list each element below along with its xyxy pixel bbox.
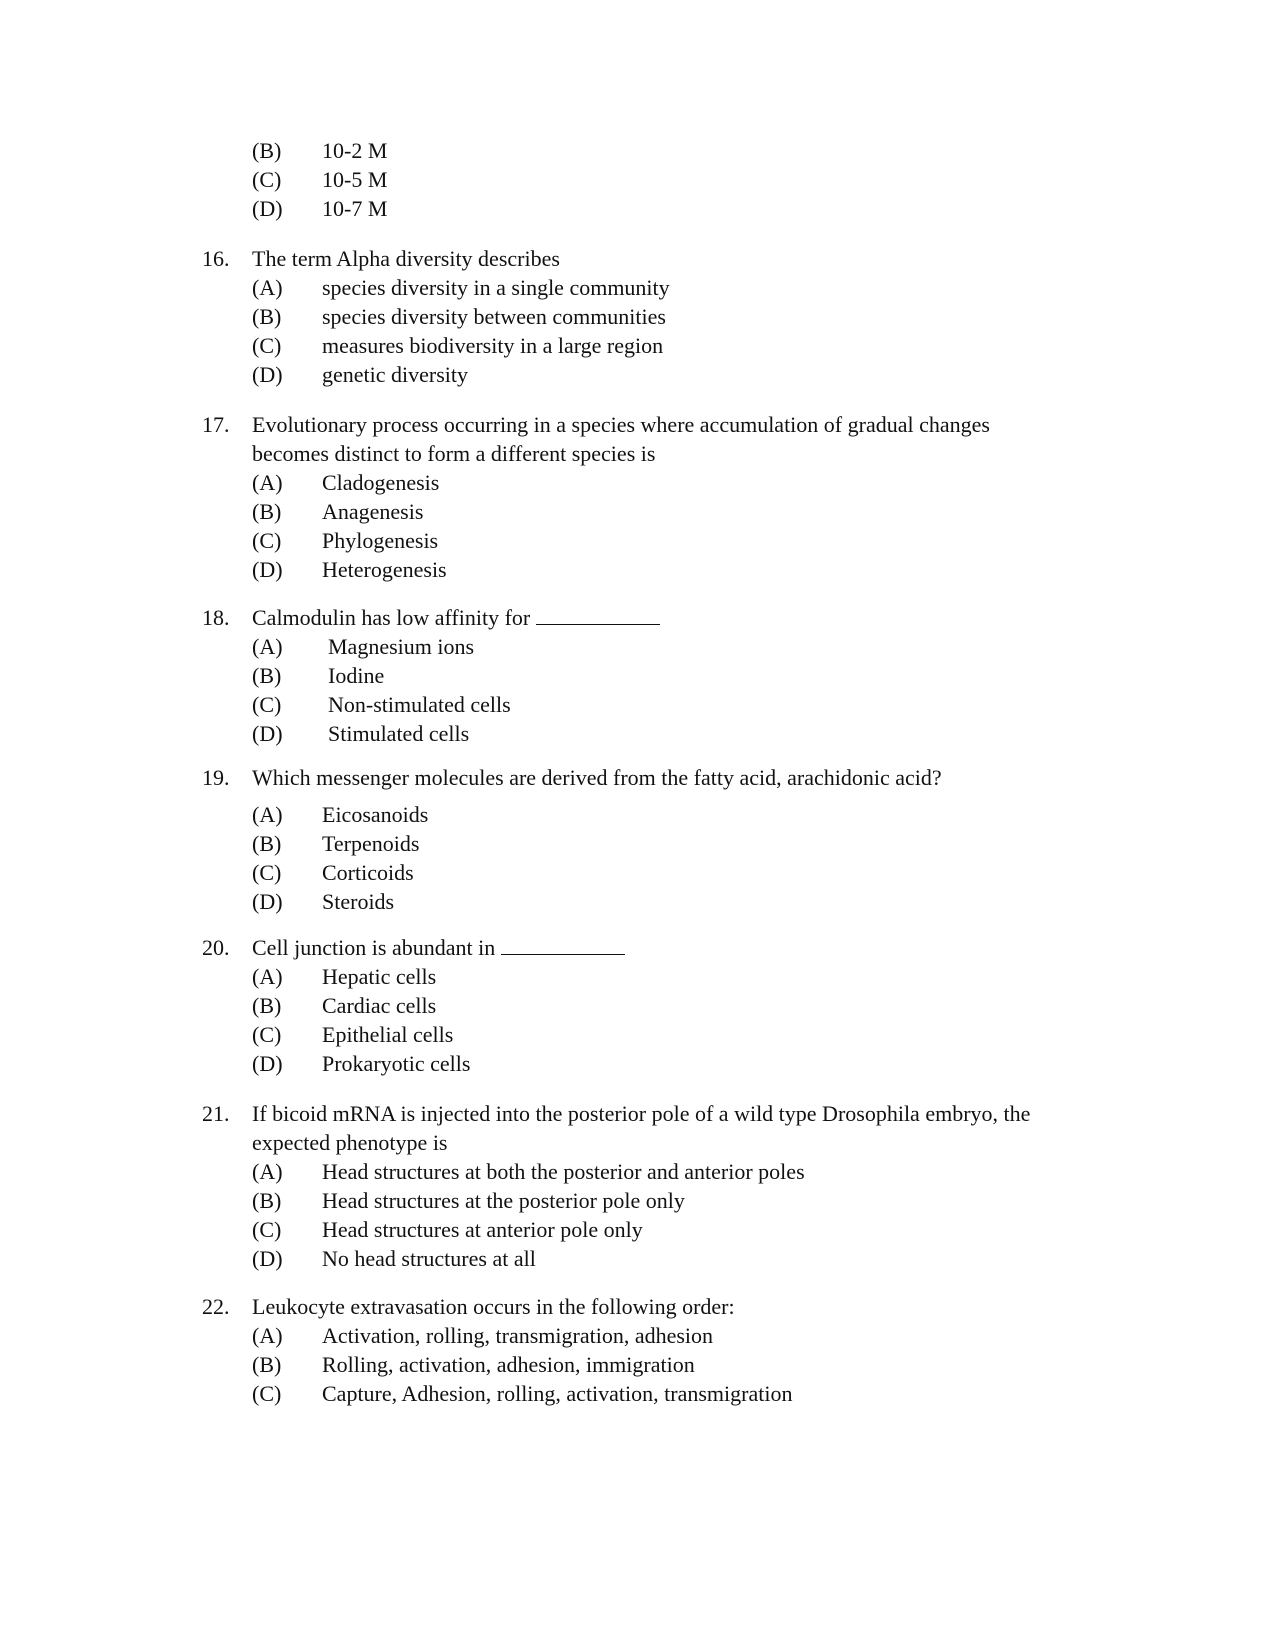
option-letter: (D) [252, 196, 283, 221]
option-row [202, 887, 1102, 916]
option-text: Head structures at the posterior pole only [322, 1188, 685, 1213]
option-text: Heterogenesis [322, 557, 447, 582]
option-text: measures biodiversity in a large region [322, 333, 664, 358]
option-row [202, 690, 1102, 719]
option-row [202, 991, 1102, 1020]
option-text: Head structures at both the posterior and anterior poles [322, 1159, 805, 1184]
option-text: Cardiac cells [322, 993, 437, 1018]
option-text: Capture, Adhesion, rolling, activation, transmigration [322, 1381, 793, 1406]
option-letter: (A) [252, 634, 283, 659]
option-row [202, 1049, 1102, 1078]
option-row [202, 273, 1102, 302]
option-letter: (A) [252, 470, 283, 495]
option-row [202, 858, 1102, 887]
option-row [202, 468, 1102, 497]
option-text: 10-5 M [322, 167, 388, 192]
option-row [202, 497, 1102, 526]
option-text: Non-stimulated cells [328, 692, 511, 717]
question-stem: If bicoid mRNA is injected into the posterior pole of a wild type Drosophila embryo, the [252, 1101, 1031, 1126]
option-letter: (D) [252, 889, 283, 914]
question-number: 16. [202, 246, 230, 271]
question-stem: The term Alpha diversity describes [252, 246, 560, 271]
option-text: species diversity in a single community [322, 275, 670, 300]
option-row [202, 331, 1102, 360]
question-18 [202, 603, 1102, 748]
option-letter: (A) [252, 275, 283, 300]
option-row [202, 1215, 1102, 1244]
option-row [202, 302, 1102, 331]
question-number: 17. [202, 412, 230, 437]
option-text: Steroids [322, 889, 395, 914]
option-row [202, 1157, 1102, 1186]
question-20 [202, 933, 1102, 1078]
question-21 [202, 1099, 1102, 1273]
option-letter: (B) [252, 663, 282, 688]
option-letter: (C) [252, 528, 282, 553]
question-number: 18. [202, 605, 230, 630]
option-letter: (D) [252, 1051, 283, 1076]
option-text: Head structures at anterior pole only [322, 1217, 643, 1242]
option-row [202, 136, 1102, 165]
option-text: Magnesium ions [328, 634, 475, 659]
option-row [202, 829, 1102, 858]
option-row [202, 526, 1102, 555]
option-text: Cladogenesis [322, 470, 440, 495]
answer-blank [501, 934, 625, 955]
option-row [202, 800, 1102, 829]
option-letter: (B) [252, 1352, 282, 1377]
question-stem: Evolutionary process occurring in a species where accumulation of gradual changes [252, 412, 990, 437]
answer-blank [536, 604, 660, 625]
option-letter: (C) [252, 1217, 282, 1242]
question-stem-continued: expected phenotype is [252, 1130, 448, 1155]
option-text: 10-7 M [322, 196, 388, 221]
option-row [202, 1350, 1102, 1379]
option-text: Iodine [328, 663, 385, 688]
option-text: No head structures at all [322, 1246, 536, 1271]
option-letter: (B) [252, 304, 282, 329]
option-letter: (C) [252, 1022, 282, 1047]
option-letter: (B) [252, 1188, 282, 1213]
option-row [202, 661, 1102, 690]
option-letter: (D) [252, 557, 283, 582]
option-letter: (C) [252, 333, 282, 358]
option-text: Phylogenesis [322, 528, 439, 553]
option-text: Prokaryotic cells [322, 1051, 471, 1076]
option-letter: (A) [252, 1159, 283, 1184]
option-row [202, 1186, 1102, 1215]
continued-options [202, 136, 1102, 223]
option-text: Corticoids [322, 860, 414, 885]
option-letter: (A) [252, 802, 283, 827]
option-text: Stimulated cells [328, 721, 470, 746]
question-stem: Which messenger molecules are derived from the fatty acid, arachidonic acid? [252, 765, 942, 790]
question-number: 19. [202, 765, 230, 790]
question-number: 21. [202, 1101, 230, 1126]
option-text: Activation, rolling, transmigration, adhesion [322, 1323, 714, 1348]
option-row [202, 719, 1102, 748]
option-text: genetic diversity [322, 362, 469, 387]
option-row [202, 360, 1102, 389]
option-letter: (B) [252, 993, 282, 1018]
question-16 [202, 244, 1102, 389]
question-stem-continued: becomes distinct to form a different species is [252, 441, 656, 466]
option-text: Rolling, activation, adhesion, immigration [322, 1352, 695, 1377]
option-row [202, 962, 1102, 991]
question-19 [202, 763, 1102, 916]
option-letter: (B) [252, 138, 282, 163]
option-row [202, 632, 1102, 661]
option-letter: (C) [252, 692, 282, 717]
option-text: Anagenesis [322, 499, 424, 524]
option-row [202, 1244, 1102, 1273]
option-text: species diversity between communities [322, 304, 666, 329]
question-number: 22. [202, 1294, 230, 1319]
option-row [202, 194, 1102, 223]
question-stem: Leukocyte extravasation occurs in the following order: [252, 1294, 735, 1319]
option-row [202, 555, 1102, 584]
option-letter: (A) [252, 964, 283, 989]
option-letter: (C) [252, 167, 282, 192]
question-stem: Cell junction is abundant in [252, 935, 496, 960]
question-17 [202, 410, 1102, 584]
question-22 [202, 1292, 1102, 1408]
option-text: Epithelial cells [322, 1022, 454, 1047]
option-letter: (C) [252, 1381, 282, 1406]
question-stem: Calmodulin has low affinity for [252, 605, 531, 630]
option-text: Eicosanoids [322, 802, 429, 827]
option-letter: (B) [252, 499, 282, 524]
option-letter: (D) [252, 362, 283, 387]
option-letter: (D) [252, 721, 283, 746]
option-text: Hepatic cells [322, 964, 437, 989]
option-row [202, 165, 1102, 194]
option-text: 10-2 M [322, 138, 388, 163]
option-letter: (A) [252, 1323, 283, 1348]
question-number: 20. [202, 935, 230, 960]
option-row [202, 1020, 1102, 1049]
option-row [202, 1321, 1102, 1350]
option-letter: (B) [252, 831, 282, 856]
option-text: Terpenoids [322, 831, 420, 856]
option-row [202, 1379, 1102, 1408]
option-letter: (C) [252, 860, 282, 885]
option-letter: (D) [252, 1246, 283, 1271]
